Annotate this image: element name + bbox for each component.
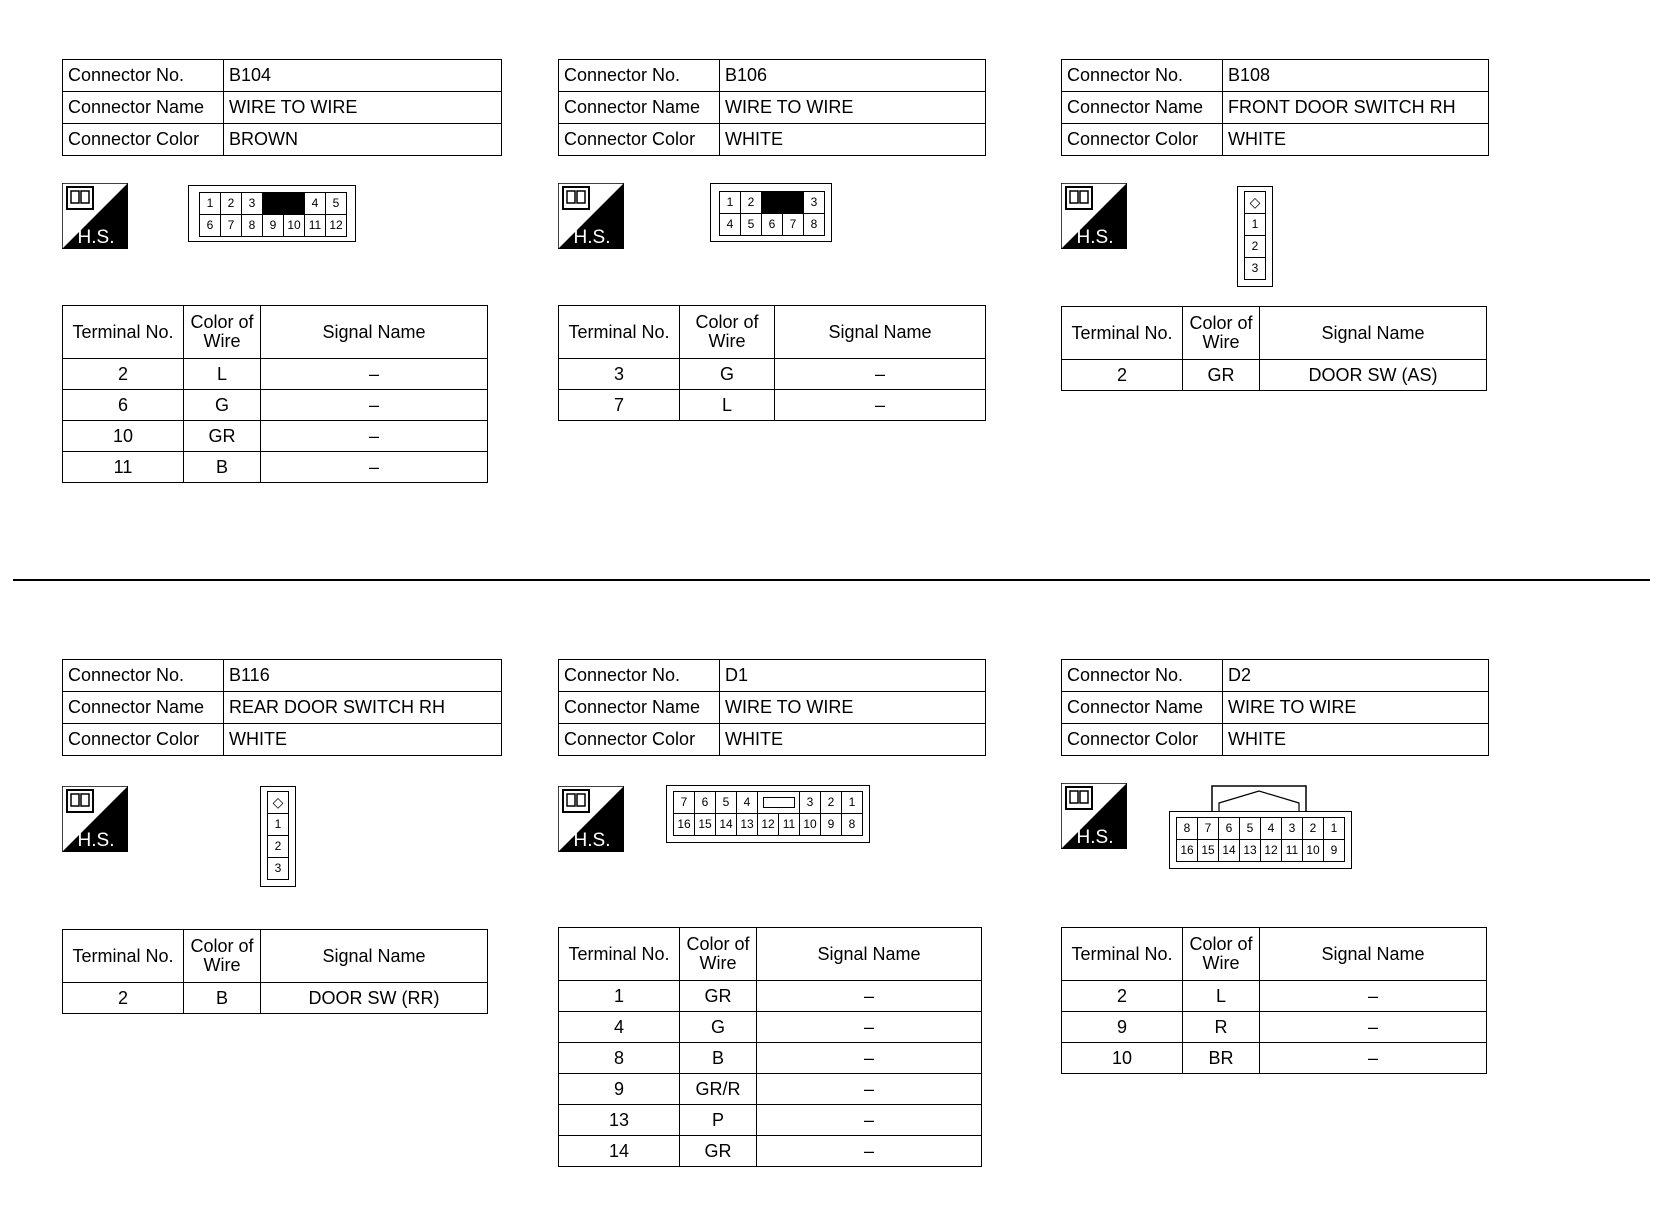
connector-color-label: Connector Color [1062, 124, 1223, 156]
terminal-table [558, 927, 982, 1167]
connector-no-label: Connector No. [1062, 660, 1223, 692]
pin: 15 [695, 814, 716, 836]
pin: 2 [1245, 236, 1266, 258]
pin: 1 [842, 792, 863, 814]
pin: 4 [305, 193, 326, 215]
pin-layout [1244, 191, 1266, 280]
diamond-icon: ◇ [268, 792, 289, 814]
wire-color: GR/R [680, 1074, 757, 1105]
pin: 2 [741, 192, 762, 214]
hs-icon-label: H.S. [573, 830, 611, 851]
pin: 7 [221, 215, 242, 237]
signal-name: – [1260, 1012, 1487, 1043]
pin: 1 [268, 814, 289, 836]
hs-icon-label: H.S. [77, 227, 115, 248]
pin-key-slot [758, 792, 800, 814]
connector-name-label: Connector Name [559, 92, 720, 124]
connector-block-d2 [1061, 659, 1489, 1068]
table-row [63, 421, 488, 452]
pin: 14 [1219, 840, 1240, 862]
harness-side-icon [62, 786, 128, 852]
pin: 2 [268, 836, 289, 858]
pin: 9 [263, 215, 284, 237]
signal-name: – [1260, 981, 1487, 1012]
diamond-icon: ◇ [1245, 192, 1266, 214]
wire-color: L [1183, 981, 1260, 1012]
connector-color-value: WHITE [720, 724, 986, 756]
pin: 4 [737, 792, 758, 814]
color-of-wire-header: Color of Wire [680, 306, 775, 359]
pin: 2 [821, 792, 842, 814]
signal-name: – [757, 1012, 982, 1043]
signal-name: – [1260, 1043, 1487, 1074]
section-divider [13, 579, 1650, 581]
pin: 3 [1282, 818, 1303, 840]
terminal-no: 2 [1062, 360, 1183, 391]
connector-no-label: Connector No. [559, 660, 720, 692]
pin: 4 [720, 214, 741, 236]
pin-layout [1176, 817, 1345, 862]
connector-no-value: B104 [224, 60, 502, 92]
pin: 16 [1177, 840, 1198, 862]
connector-no-label: Connector No. [63, 660, 224, 692]
signal-name-header: Signal Name [1260, 928, 1487, 981]
pin: 5 [716, 792, 737, 814]
pin: 3 [268, 858, 289, 880]
signal-name: – [775, 359, 986, 390]
pin: 12 [1261, 840, 1282, 862]
connector-color-value: WHITE [1223, 124, 1489, 156]
connector-name-value: WIRE TO WIRE [720, 92, 986, 124]
pin-blank [762, 192, 804, 214]
table-row [1062, 360, 1487, 391]
signal-name: DOOR SW (AS) [1260, 360, 1487, 391]
pin: 12 [326, 215, 347, 237]
harness-side-icon [1061, 783, 1127, 849]
connector-name-value: REAR DOOR SWITCH RH [224, 692, 502, 724]
pin: 6 [1219, 818, 1240, 840]
connector-color-value: BROWN [224, 124, 502, 156]
connector-color-value: WHITE [224, 724, 502, 756]
pin: 1 [1245, 214, 1266, 236]
table-row [63, 359, 488, 390]
hs-icon-label: H.S. [1076, 827, 1114, 848]
connector-block-b108 [1061, 59, 1489, 385]
table-row [559, 390, 986, 421]
connector-name-label: Connector Name [63, 692, 224, 724]
table-row [559, 1012, 982, 1043]
terminal-no: 8 [559, 1043, 680, 1074]
terminal-no: 10 [1062, 1043, 1183, 1074]
connector-no-label: Connector No. [559, 60, 720, 92]
wire-color: R [1183, 1012, 1260, 1043]
terminal-no-header: Terminal No. [559, 928, 680, 981]
connector-block-b116 [62, 659, 502, 1008]
signal-name: – [757, 981, 982, 1012]
connector-no-value: B116 [224, 660, 502, 692]
signal-name-header: Signal Name [775, 306, 986, 359]
pin: 5 [741, 214, 762, 236]
signal-name: DOOR SW (RR) [261, 983, 488, 1014]
connector-block-d1 [558, 659, 986, 1161]
wire-color: L [680, 390, 775, 421]
connector-info-table [62, 659, 502, 756]
connector-no-label: Connector No. [1062, 60, 1223, 92]
connector-no-value: D2 [1223, 660, 1489, 692]
pin: 8 [804, 214, 825, 236]
pin: 5 [1240, 818, 1261, 840]
pin: 11 [1282, 840, 1303, 862]
pin: 4 [1261, 818, 1282, 840]
connector-face-d1 [666, 785, 870, 843]
pin: 1 [720, 192, 741, 214]
terminal-table [558, 305, 986, 421]
pin: 2 [1303, 818, 1324, 840]
color-of-wire-header: Color of Wire [1183, 928, 1260, 981]
connector-color-label: Connector Color [559, 724, 720, 756]
pin: 16 [674, 814, 695, 836]
terminal-no: 11 [63, 452, 184, 483]
pin: 10 [800, 814, 821, 836]
connector-name-value: WIRE TO WIRE [720, 692, 986, 724]
connector-color-label: Connector Color [1062, 724, 1223, 756]
connector-no-value: D1 [720, 660, 986, 692]
connector-block-b104 [62, 59, 502, 477]
hs-icon-label: H.S. [1076, 227, 1114, 248]
table-row [63, 390, 488, 421]
wire-color: BR [1183, 1043, 1260, 1074]
terminal-no: 3 [559, 359, 680, 390]
pin: 7 [783, 214, 804, 236]
connector-color-label: Connector Color [63, 124, 224, 156]
pin: 9 [821, 814, 842, 836]
signal-name: – [757, 1105, 982, 1136]
terminal-no: 2 [1062, 981, 1183, 1012]
hs-icon-label: H.S. [77, 830, 115, 851]
wire-color: P [680, 1105, 757, 1136]
connector-name-value: WIRE TO WIRE [1223, 692, 1489, 724]
pin: 3 [1245, 258, 1266, 280]
terminal-no-header: Terminal No. [1062, 928, 1183, 981]
table-row [1062, 1012, 1487, 1043]
signal-name: – [261, 359, 488, 390]
terminal-table [62, 929, 488, 1014]
pin-layout [267, 791, 289, 880]
wire-color: GR [680, 981, 757, 1012]
harness-side-icon [1061, 183, 1127, 249]
connector-color-value: WHITE [1223, 724, 1489, 756]
table-row [559, 359, 986, 390]
pin-layout [199, 192, 347, 237]
connector-info-table [1061, 59, 1489, 156]
signal-name: – [757, 1043, 982, 1074]
signal-name-header: Signal Name [1260, 307, 1487, 360]
connector-face-d2 [1169, 811, 1352, 869]
pin: 13 [1240, 840, 1261, 862]
wire-color: GR [1183, 360, 1260, 391]
terminal-table [1061, 306, 1487, 391]
connector-face-b104 [188, 185, 356, 242]
wire-color: B [680, 1043, 757, 1074]
connector-no-value: B108 [1223, 60, 1489, 92]
terminal-no: 6 [63, 390, 184, 421]
terminal-no: 13 [559, 1105, 680, 1136]
connector-info-table [62, 59, 502, 156]
pin: 13 [737, 814, 758, 836]
pin-blank [263, 193, 305, 215]
signal-name-header: Signal Name [261, 306, 488, 359]
wire-color: L [184, 359, 261, 390]
table-row [559, 1074, 982, 1105]
terminal-no-header: Terminal No. [1062, 307, 1183, 360]
pin: 8 [842, 814, 863, 836]
pin: 8 [242, 215, 263, 237]
terminal-no: 9 [1062, 1012, 1183, 1043]
connector-no-value: B106 [720, 60, 986, 92]
terminal-no: 2 [63, 359, 184, 390]
harness-side-icon [558, 183, 624, 249]
pin: 9 [1324, 840, 1345, 862]
table-row [559, 1105, 982, 1136]
pin-layout [673, 791, 863, 836]
connector-color-label: Connector Color [559, 124, 720, 156]
color-of-wire-header: Color of Wire [184, 306, 261, 359]
connector-face-b116 [260, 786, 296, 887]
pin: 6 [200, 215, 221, 237]
terminal-no-header: Terminal No. [63, 930, 184, 983]
pin: 6 [762, 214, 783, 236]
table-row [1062, 981, 1487, 1012]
pin: 1 [1324, 818, 1345, 840]
connector-no-label: Connector No. [63, 60, 224, 92]
terminal-no: 14 [559, 1136, 680, 1167]
table-row [559, 981, 982, 1012]
terminal-table [1061, 927, 1487, 1074]
hs-icon-label: H.S. [573, 227, 611, 248]
wire-color: GR [184, 421, 261, 452]
pin: 3 [804, 192, 825, 214]
pin: 3 [242, 193, 263, 215]
connector-face-b106 [710, 183, 832, 242]
harness-side-icon [558, 786, 624, 852]
connector-info-table [1061, 659, 1489, 756]
connector-name-label: Connector Name [63, 92, 224, 124]
pin: 1 [200, 193, 221, 215]
terminal-no: 2 [63, 983, 184, 1014]
pin: 7 [674, 792, 695, 814]
connector-color-label: Connector Color [63, 724, 224, 756]
connector-name-label: Connector Name [559, 692, 720, 724]
connector-name-label: Connector Name [1062, 92, 1223, 124]
connector-color-value: WHITE [720, 124, 986, 156]
signal-name: – [261, 390, 488, 421]
table-row [559, 1136, 982, 1167]
color-of-wire-header: Color of Wire [184, 930, 261, 983]
signal-name: – [261, 421, 488, 452]
pin: 3 [800, 792, 821, 814]
pin: 8 [1177, 818, 1198, 840]
pin: 7 [1198, 818, 1219, 840]
connector-name-value: FRONT DOOR SWITCH RH [1223, 92, 1489, 124]
pin: 12 [758, 814, 779, 836]
pin: 11 [305, 215, 326, 237]
terminal-no-header: Terminal No. [559, 306, 680, 359]
terminal-no: 1 [559, 981, 680, 1012]
connector-info-table [558, 59, 986, 156]
connector-name-label: Connector Name [1062, 692, 1223, 724]
connector-face-b108 [1237, 186, 1273, 287]
wire-color: G [680, 1012, 757, 1043]
pin: 15 [1198, 840, 1219, 862]
terminal-no: 10 [63, 421, 184, 452]
connector-name-value: WIRE TO WIRE [224, 92, 502, 124]
wire-color: B [184, 452, 261, 483]
table-row [63, 983, 488, 1014]
terminal-no: 4 [559, 1012, 680, 1043]
pin: 14 [716, 814, 737, 836]
signal-name-header: Signal Name [757, 928, 982, 981]
signal-name: – [757, 1074, 982, 1105]
pin: 6 [695, 792, 716, 814]
table-row [1062, 1043, 1487, 1074]
terminal-no-header: Terminal No. [63, 306, 184, 359]
color-of-wire-header: Color of Wire [1183, 307, 1260, 360]
wire-color: G [184, 390, 261, 421]
pin: 2 [221, 193, 242, 215]
table-row [63, 452, 488, 483]
signal-name: – [261, 452, 488, 483]
terminal-no: 7 [559, 390, 680, 421]
terminal-table [62, 305, 488, 483]
pin: 10 [1303, 840, 1324, 862]
signal-name: – [775, 390, 986, 421]
wire-color: GR [680, 1136, 757, 1167]
connector-block-b106 [558, 59, 986, 415]
color-of-wire-header: Color of Wire [680, 928, 757, 981]
signal-name: – [757, 1136, 982, 1167]
terminal-no: 9 [559, 1074, 680, 1105]
wire-color: B [184, 983, 261, 1014]
signal-name-header: Signal Name [261, 930, 488, 983]
table-row [559, 1043, 982, 1074]
harness-side-icon [62, 183, 128, 249]
pin: 5 [326, 193, 347, 215]
wire-color: G [680, 359, 775, 390]
connector-info-table [558, 659, 986, 756]
pin: 10 [284, 215, 305, 237]
pin: 11 [779, 814, 800, 836]
pin-layout [719, 191, 825, 236]
connector-latch-outline [1211, 785, 1307, 811]
